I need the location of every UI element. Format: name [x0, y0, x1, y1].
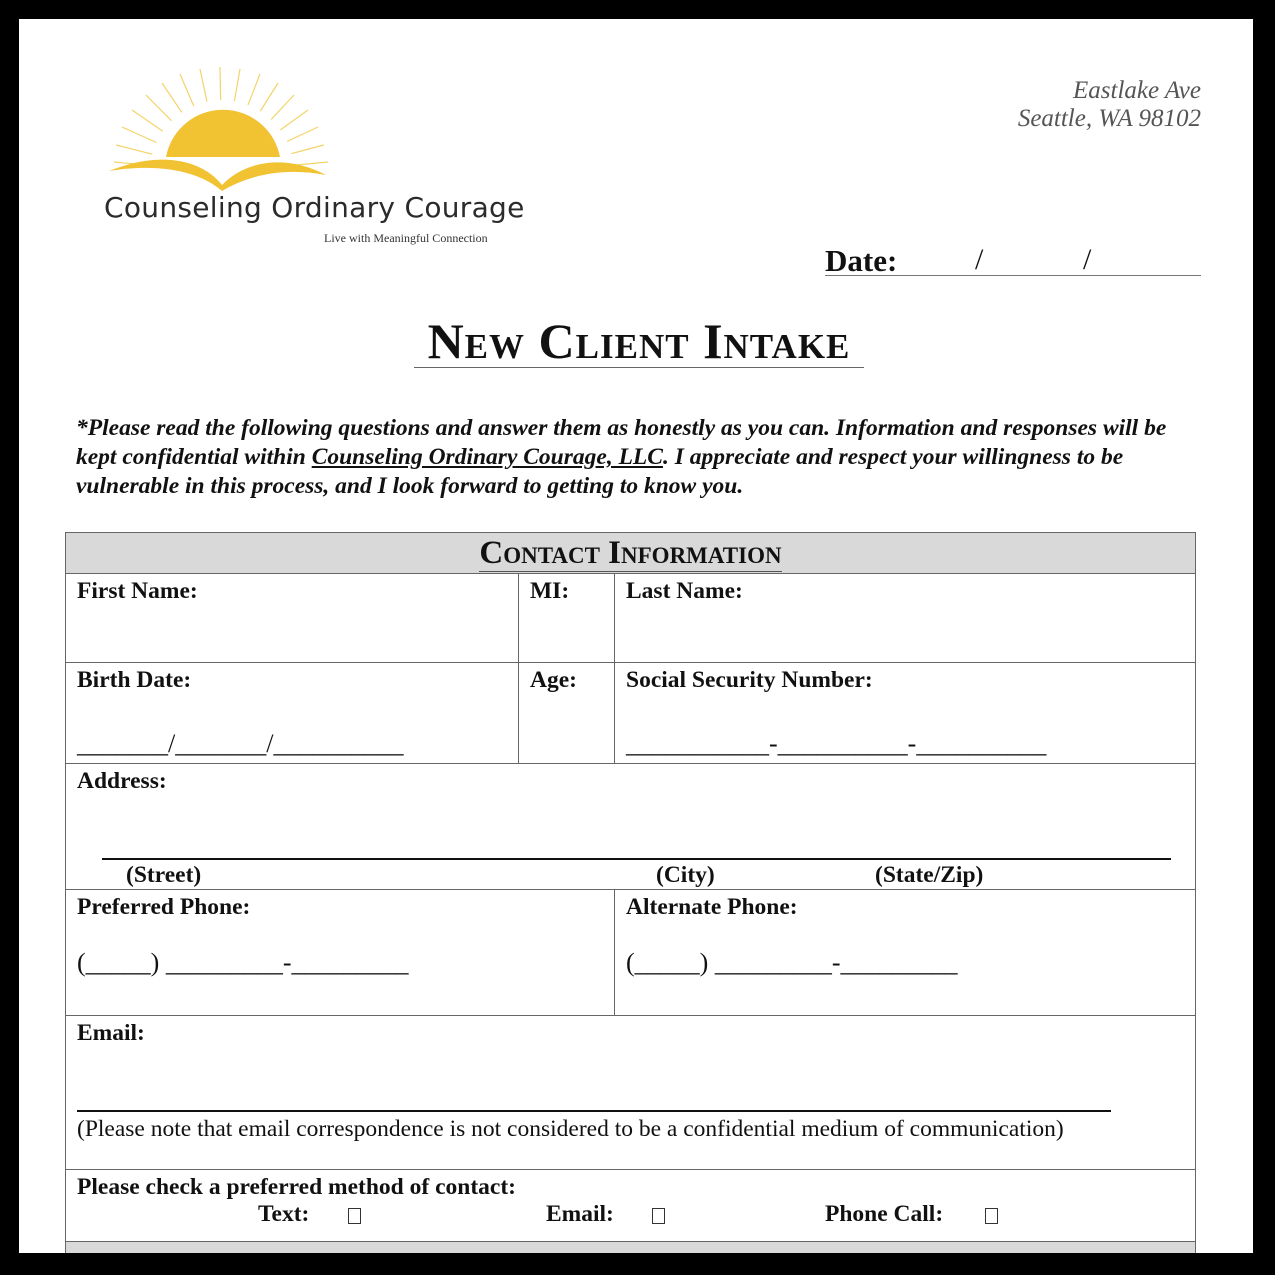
- alternate-phone-field[interactable]: [615, 890, 1196, 1016]
- address-line-2: Seattle, WA 98102: [1017, 105, 1201, 132]
- age-label: Age:: [530, 667, 577, 693]
- email-option-label: Email:: [546, 1201, 614, 1227]
- address-line-1: Eastlake Ave: [1073, 77, 1201, 104]
- email-checkbox[interactable]: [652, 1208, 665, 1224]
- last-name-label: Last Name:: [626, 578, 743, 604]
- preferred-phone-label: Preferred Phone:: [77, 894, 251, 920]
- date-field[interactable]: [825, 243, 1201, 276]
- intro-text: *Please read the following questions and answer them as honestly as you can. Information and responses will be kept confidential within: [76, 415, 1167, 470]
- first-name-field[interactable]: [66, 574, 519, 663]
- preferred-phone-field[interactable]: [66, 890, 615, 1016]
- contact-method-field: [66, 1170, 1196, 1242]
- next-section-header: [66, 1242, 1196, 1254]
- address-label: Address:: [77, 768, 167, 794]
- contact-information-table: [65, 532, 1196, 1253]
- logo-name: Counseling Ordinary Courage: [104, 191, 525, 224]
- city-caption: (City): [656, 862, 715, 888]
- date-label: Date:: [825, 243, 898, 278]
- address-field[interactable]: [66, 764, 1196, 890]
- logo-tagline: Live with Meaningful Connection: [324, 231, 488, 245]
- first-name-label: First Name:: [77, 578, 198, 604]
- page-title: New Client Intake: [414, 315, 864, 368]
- intro-paragraph: [76, 414, 1186, 501]
- birth-date-field[interactable]: [66, 663, 519, 764]
- contact-method-label: Please check a preferred method of contact:: [77, 1174, 516, 1200]
- phone-call-option-label: Phone Call:: [825, 1201, 944, 1227]
- ssn-blank: ___________-__________-__________: [626, 729, 1047, 758]
- last-name-field[interactable]: [615, 574, 1196, 663]
- address-line: [102, 858, 1171, 860]
- date-separator: /: [975, 243, 984, 276]
- street-caption: (Street): [126, 862, 202, 888]
- email-label: Email:: [77, 1020, 145, 1046]
- mi-label: MI:: [530, 578, 570, 604]
- alternate-phone-label: Alternate Phone:: [626, 894, 798, 920]
- email-line: [77, 1110, 1111, 1112]
- age-field[interactable]: [519, 663, 615, 764]
- text-checkbox[interactable]: [348, 1208, 361, 1224]
- birth-date-label: Birth Date:: [77, 667, 192, 693]
- mi-field[interactable]: [519, 574, 615, 663]
- ssn-label: Social Security Number:: [626, 667, 873, 693]
- intro-text: . I appreciate and respect your willingness to be vulnerable in this process, and I look forward to getting to know you.: [76, 444, 1124, 499]
- birth-date-blank: _______/_______/__________: [77, 729, 404, 758]
- email-note: (Please note that email correspondence is not considered to be a confidential medium of communication): [77, 1116, 1064, 1142]
- state-zip-caption: (State/Zip): [875, 862, 984, 888]
- email-field[interactable]: [66, 1016, 1196, 1170]
- intro-org-name: Counseling Ordinary Courage, LLC: [311, 444, 663, 470]
- sunrise-logo-icon: [104, 67, 354, 192]
- section-title: Contact Information: [479, 535, 782, 571]
- text-option-label: Text:: [258, 1201, 310, 1227]
- ssn-field[interactable]: [615, 663, 1196, 764]
- alternate-phone-blank: (_____) _________-_________: [626, 948, 958, 977]
- office-address: [1018, 77, 1201, 133]
- phone-call-checkbox[interactable]: [985, 1208, 998, 1224]
- date-separator: /: [1083, 243, 1092, 276]
- preferred-phone-blank: (_____) _________-_________: [77, 948, 409, 977]
- section-header: [66, 533, 1196, 574]
- intake-form-page: [19, 19, 1253, 1253]
